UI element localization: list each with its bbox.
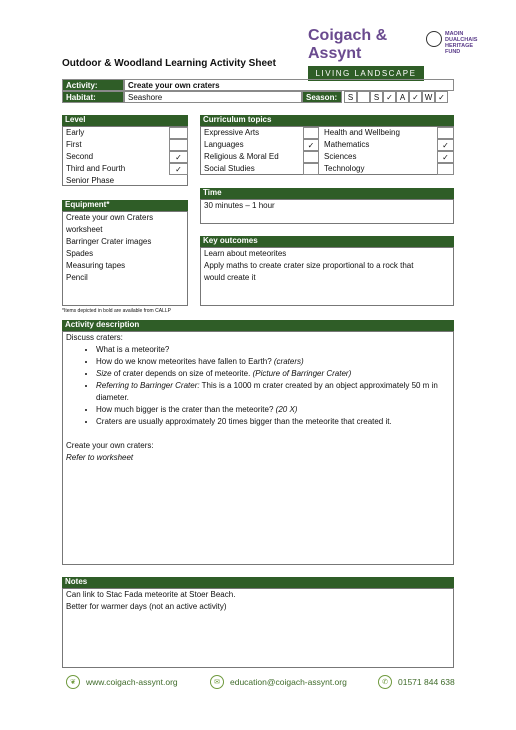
equipment-panel: [62, 200, 188, 314]
curriculum-item: Health and Wellbeing: [324, 128, 400, 137]
description-bullet: • What is a meteorite?: [96, 344, 453, 356]
equipment-footnote: *Items depicted in bold are available from CALLP: [62, 308, 171, 314]
description-panel: [62, 320, 454, 565]
level-item: Early: [66, 128, 85, 137]
email-icon: ✉: [210, 675, 224, 689]
curriculum-item: Social Studies: [204, 164, 255, 173]
curriculum-title: Curriculum topics: [200, 115, 454, 126]
description-list: [66, 344, 453, 428]
footer-email[interactable]: [210, 675, 347, 689]
level-tick: [169, 139, 188, 151]
email-link[interactable]: education@coigach-assynt.org: [230, 677, 347, 687]
habitat-label: Habitat:: [62, 91, 124, 103]
curriculum-tick: [303, 151, 319, 163]
level-item: Third and Fourth: [66, 164, 126, 173]
heritage-fund-icon: [426, 31, 442, 47]
fund-line: HERITAGE: [445, 43, 474, 49]
equipment-item: Pencil: [66, 273, 88, 282]
leaf-icon: ❦: [66, 675, 80, 689]
season-label: Season:: [302, 91, 342, 103]
curriculum-tick: ✓: [437, 151, 454, 163]
notes-title: Notes: [62, 577, 454, 588]
description-bullet: • How do we know meteorites have fallen to Earth? (craters): [96, 356, 453, 368]
heritage-fund-logo: [426, 31, 477, 55]
curriculum-tick: [303, 127, 319, 139]
outcome-line: Learn about meteorites: [204, 249, 287, 258]
description-bullet: • Size of crater depends on size of meteorite. (Picture of Barringer Crater): [96, 368, 453, 380]
equipment-item: Spades: [66, 249, 94, 258]
level-panel: [62, 115, 188, 186]
description-title: Activity description: [62, 320, 454, 331]
curriculum-item: Technology: [324, 164, 365, 173]
level-item: Senior Phase: [66, 176, 115, 185]
curriculum-tick: ✓: [437, 139, 454, 151]
season-a: A: [396, 91, 409, 103]
season-s1-tick: [357, 91, 370, 103]
level-tick: ✓: [169, 151, 188, 163]
outcomes-title: Key outcomes: [200, 236, 454, 247]
create-ref: Refer to worksheet: [66, 453, 134, 462]
season-s1: S: [344, 91, 357, 103]
phone-icon: ✆: [378, 675, 392, 689]
curriculum-item: Languages: [204, 140, 244, 149]
season-w: W: [422, 91, 435, 103]
logo-title: Coigach & Assynt: [308, 27, 388, 62]
level-title: Level: [62, 115, 188, 126]
season-a-tick: ✓: [409, 91, 422, 103]
website-link[interactable]: www.coigach-assynt.org: [86, 677, 178, 687]
notes-line: Can link to Stac Fada meteorite at Stoer Beach.: [66, 590, 236, 599]
curriculum-item: Religious & Moral Ed: [204, 152, 279, 161]
curriculum-item: Sciences: [324, 152, 357, 161]
equipment-item: Barringer Crater images: [66, 237, 152, 246]
curriculum-item: Expressive Arts: [204, 128, 260, 137]
phone-number[interactable]: 01571 844 638: [398, 677, 455, 687]
season-s2-tick: ✓: [383, 91, 396, 103]
description-bullet: • Referring to Barringer Crater: This is a 1000 m crater created by an object approximately 50 m in diameter.: [96, 380, 453, 404]
fund-line: DUALCHAIS: [445, 37, 478, 43]
level-item: First: [66, 140, 82, 149]
outcome-line: Apply maths to create crater size proportional to a rock that: [204, 261, 414, 270]
outcome-line: would create it: [204, 273, 256, 282]
time-title: Time: [200, 188, 454, 199]
notes-line: Better for warmer days (not an active activity): [66, 602, 227, 611]
description-bullet: • Craters are usually approximately 20 times bigger than the meteorite that created it.: [96, 416, 453, 428]
page-title: Outdoor & Woodland Learning Activity Sheet: [62, 58, 276, 69]
outcomes-panel: [200, 236, 454, 306]
description-intro: Discuss craters:: [66, 333, 123, 342]
curriculum-tick: [303, 163, 319, 175]
activity-table: [62, 79, 454, 103]
time-value: 30 minutes – 1 hour: [200, 199, 454, 224]
level-item: Second: [66, 152, 94, 161]
curriculum-item: Mathematics: [324, 140, 370, 149]
equipment-item: Create your own Craters: [66, 213, 154, 222]
curriculum-tick: ✓: [303, 139, 319, 151]
level-tick: ✓: [169, 163, 188, 175]
season-w-tick: ✓: [435, 91, 448, 103]
equipment-item: worksheet: [66, 225, 103, 234]
curriculum-panel: [200, 115, 454, 175]
activity-value: Create your own craters: [124, 79, 454, 91]
equipment-item: Measuring tapes: [66, 261, 126, 270]
create-title: Create your own craters:: [66, 441, 154, 450]
description-bullet: • How much bigger is the crater than the meteorite? (20 X): [96, 404, 453, 416]
notes-panel: [62, 577, 454, 668]
equipment-title: Equipment*: [62, 200, 188, 211]
time-panel: [200, 188, 454, 224]
curriculum-tick: [437, 127, 454, 139]
level-tick: [169, 127, 188, 139]
footer-phone[interactable]: [378, 675, 455, 689]
curriculum-tick: [437, 163, 454, 175]
season-s2: S: [370, 91, 383, 103]
fund-line: MAOIN: [445, 31, 464, 37]
living-landscape-logo: [308, 27, 424, 81]
activity-label: Activity:: [62, 79, 124, 91]
fund-line: FUND: [445, 49, 461, 55]
footer-website[interactable]: [66, 675, 178, 689]
habitat-value: Seashore: [124, 91, 302, 103]
logo-subtitle: LIVING LANDSCAPE: [308, 66, 424, 81]
